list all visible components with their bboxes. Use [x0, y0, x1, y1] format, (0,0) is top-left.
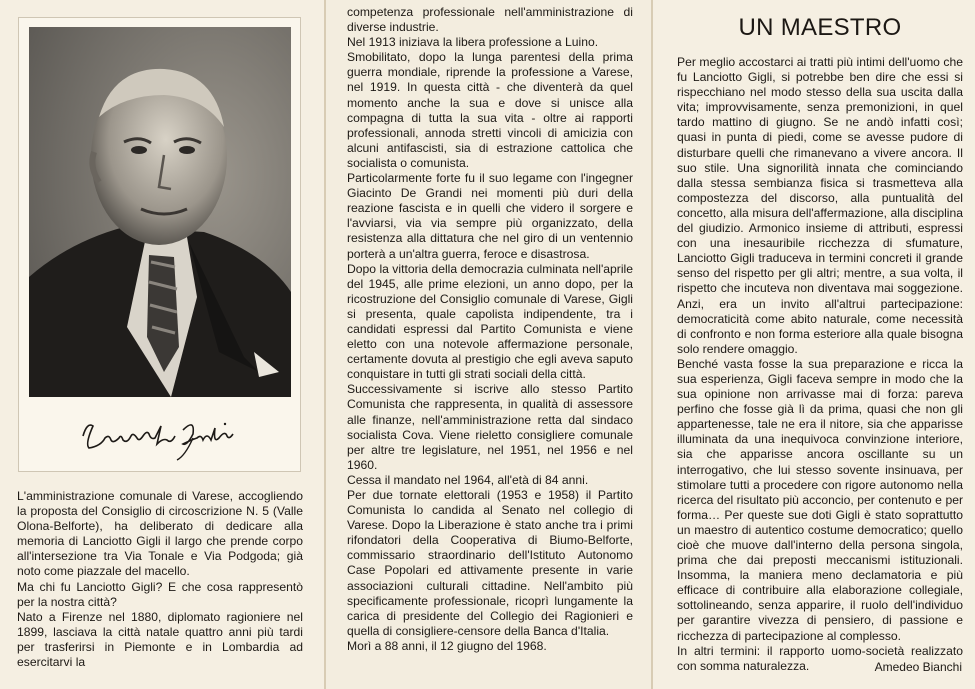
left-panel — [0, 0, 325, 689]
portrait-card — [18, 17, 301, 472]
page-title: UN MAESTRO — [738, 14, 902, 41]
portrait-illustration — [29, 27, 291, 397]
biography-text — [347, 5, 633, 654]
handwritten-signature — [75, 404, 245, 464]
paragraph: Per due tornate elettorali (1953 e 1958) il Partito Comunista lo candida al Senato nel collegio di Varese. Dopo la Liberazione è stato anche tra i primi rifondatori della Cooperativa di Biumo-Belforte, commissario straordinario dell'Istituto Autonomo Case Popolari ed attivamente presente in varie associazioni culturali cittadine. Nell'ambito più specificamente professionale, ricoprì lungamente la carica di presidente del Collegio dei Ragionieri e quella di consigliere-censore della Banca d'Italia. — [347, 488, 633, 638]
paragraph: Nato a Firenze nel 1880, diplomato ragioniere nel 1899, lasciava la città natale quattro anni più tardi per trasferirsi in Piemonte e in Lombardia ad esercitarvi la — [17, 609, 303, 670]
paragraph: In altri termini: il rapporto uomo-società realizzato con somma naturalezza. — [677, 643, 963, 673]
paragraph: Ma chi fu Lanciotto Gigli? E che cosa rappresentò per la nostra città? — [17, 579, 303, 609]
paragraph: L'amministrazione comunale di Varese, accogliendo la proposta del Consiglio di circoscrizione N. 5 (Valle Olona-Belforte), ha deliberato di dedicare alla memoria di Lanciotto Gigli il largo che prende corpo all'intersezione tra Via Tonale e Via Podgoda; già noto come piazzale del macello. — [17, 489, 303, 579]
paragraph: Benché vasta fosse la sua preparazione e ricca la sua esperienza, Gigli faceva sempre in modo che la sua opinione non arrivasse mai di forza: pareva perfino che fosse già lì da prima, quasi che non gli appartenesse, tale ne era il nitore, sia che apparisse illuminata da una inequivoca convinzione interiore, sia che apparisse ancora oscillante su un interrogativo, che lui stesso sovente insinuava, per stimolare tutti a procedere con rigore autonomo nella ricerca del risultato più acconcio, per contenuto e per forma… Per queste sue doti Gigli è stato soprattutto un maestro di autentico costume democratico; quello cioè che muove dall'interno della persona singola, prima che dai preposti meccanismi istituzionali. Insomma, la maniera meno declamatoria e più efficace di contribuire alla elaborazione collegiale, sottolineando, senza apparire, il ruolo dell'individuo per garantire vivezza di pensiero, di passione e ricchezza di partecipazione al complesso. — [677, 356, 963, 643]
intro-text — [17, 489, 303, 670]
paragraph: Morì a 88 anni, il 12 giugno del 1968. — [347, 638, 547, 653]
portrait-photo — [29, 27, 291, 397]
paragraph: Cessa il mandato nel 1964, all'età di 84 anni. — [347, 472, 589, 487]
paragraph: Nel 1913 iniziava la libera professione a Luino. — [347, 35, 599, 50]
paragraph: Per meglio accostarci ai tratti più intimi dell'uomo che fu Lanciotto Gigli, si potrebbe ben dire che essi si rispecchiano nel modo stesso della sua uscita dalla vita; improvvisamente, senza premonizioni, in quel tardo mattino di giugno. Se ne andò infatti così; quasi in punta di piedi, come se avesse pudore di disturbare quelli che rimanevano a vivere ancora. Il suo stile. Una signorilità innata che cominciando dalla stessa sembianza fisica si trasmetteva alla compostezza del discorso, alla puntualità del concetto, alla misura dell'affermazione, alla disciplina del giudizio. Armonico insieme di attributi, espressi con una inesauribile ricchezza di sfumature, Lanciotto Gigli traduceva in termini concreti il grande senso del rispetto per gli altri; mentre, a sua volta, il rispetto che incuteva non diventava mai soggezione. Anzi, era un invito all'altrui partecipazione: democraticità come abito naturale, come necessità di confronto e non forma esteriore alla quale bisogna solo rendere omaggio. — [677, 55, 963, 356]
paragraph: competenza professionale nell'amministrazione di diverse industrie. — [347, 5, 633, 35]
right-panel — [653, 0, 975, 689]
author-name: Amedeo Bianchi — [874, 660, 962, 674]
paragraph: Smobilitato, dopo la lunga parentesi della prima guerra mondiale, riprende la professione a Varese, nel 1919. In questa città - che diventerà da quel momento anche la sua e dove si unisce alla compagna di tutta la sua vita - oltre ai rapporti professionali, annoda stretti vincoli di amicizia con alcuni antifascisti, sia di estrazione cattolica che socialista o comunista. — [347, 50, 633, 170]
paragraph: Dopo la vittoria della democrazia culminata nell'aprile del 1945, alle prime elezioni, un anno dopo, per la ricostruzione del Consiglio comunale di Varese, Gigli si presenta, quale capolista indipendente, tra i candidati espressi dal Partito Comunista e viene eletto con una notevole affermazione personale, certamente dovuta al prestigio che egli aveva saputo conquistare in tutti gli strati sociali della città. — [347, 261, 633, 382]
tribute-text — [677, 55, 963, 674]
middle-panel — [326, 0, 652, 689]
paragraph: Successivamente si iscrive allo stesso Partito Comunista che rappresenta, in qualità di assessore alle finanze, nell'amministrazione retta dal sindaco socialista Cova. Viene rieletto consigliere comunale per altre tre legislature, nel 1951, nel 1956 e nel 1960. — [347, 382, 633, 472]
paragraph: Particolarmente forte fu il suo legame con l'ingegner Giacinto De Grandi nei momenti più duri della reazione fascista e in quelli che videro il sorgere e l'avviarsi, via via sempre più organizzato, della resistenza alla dittatura che nel giro di un ventennio porterà a un'altra guerra, feroce e disastrosa. — [347, 171, 633, 261]
